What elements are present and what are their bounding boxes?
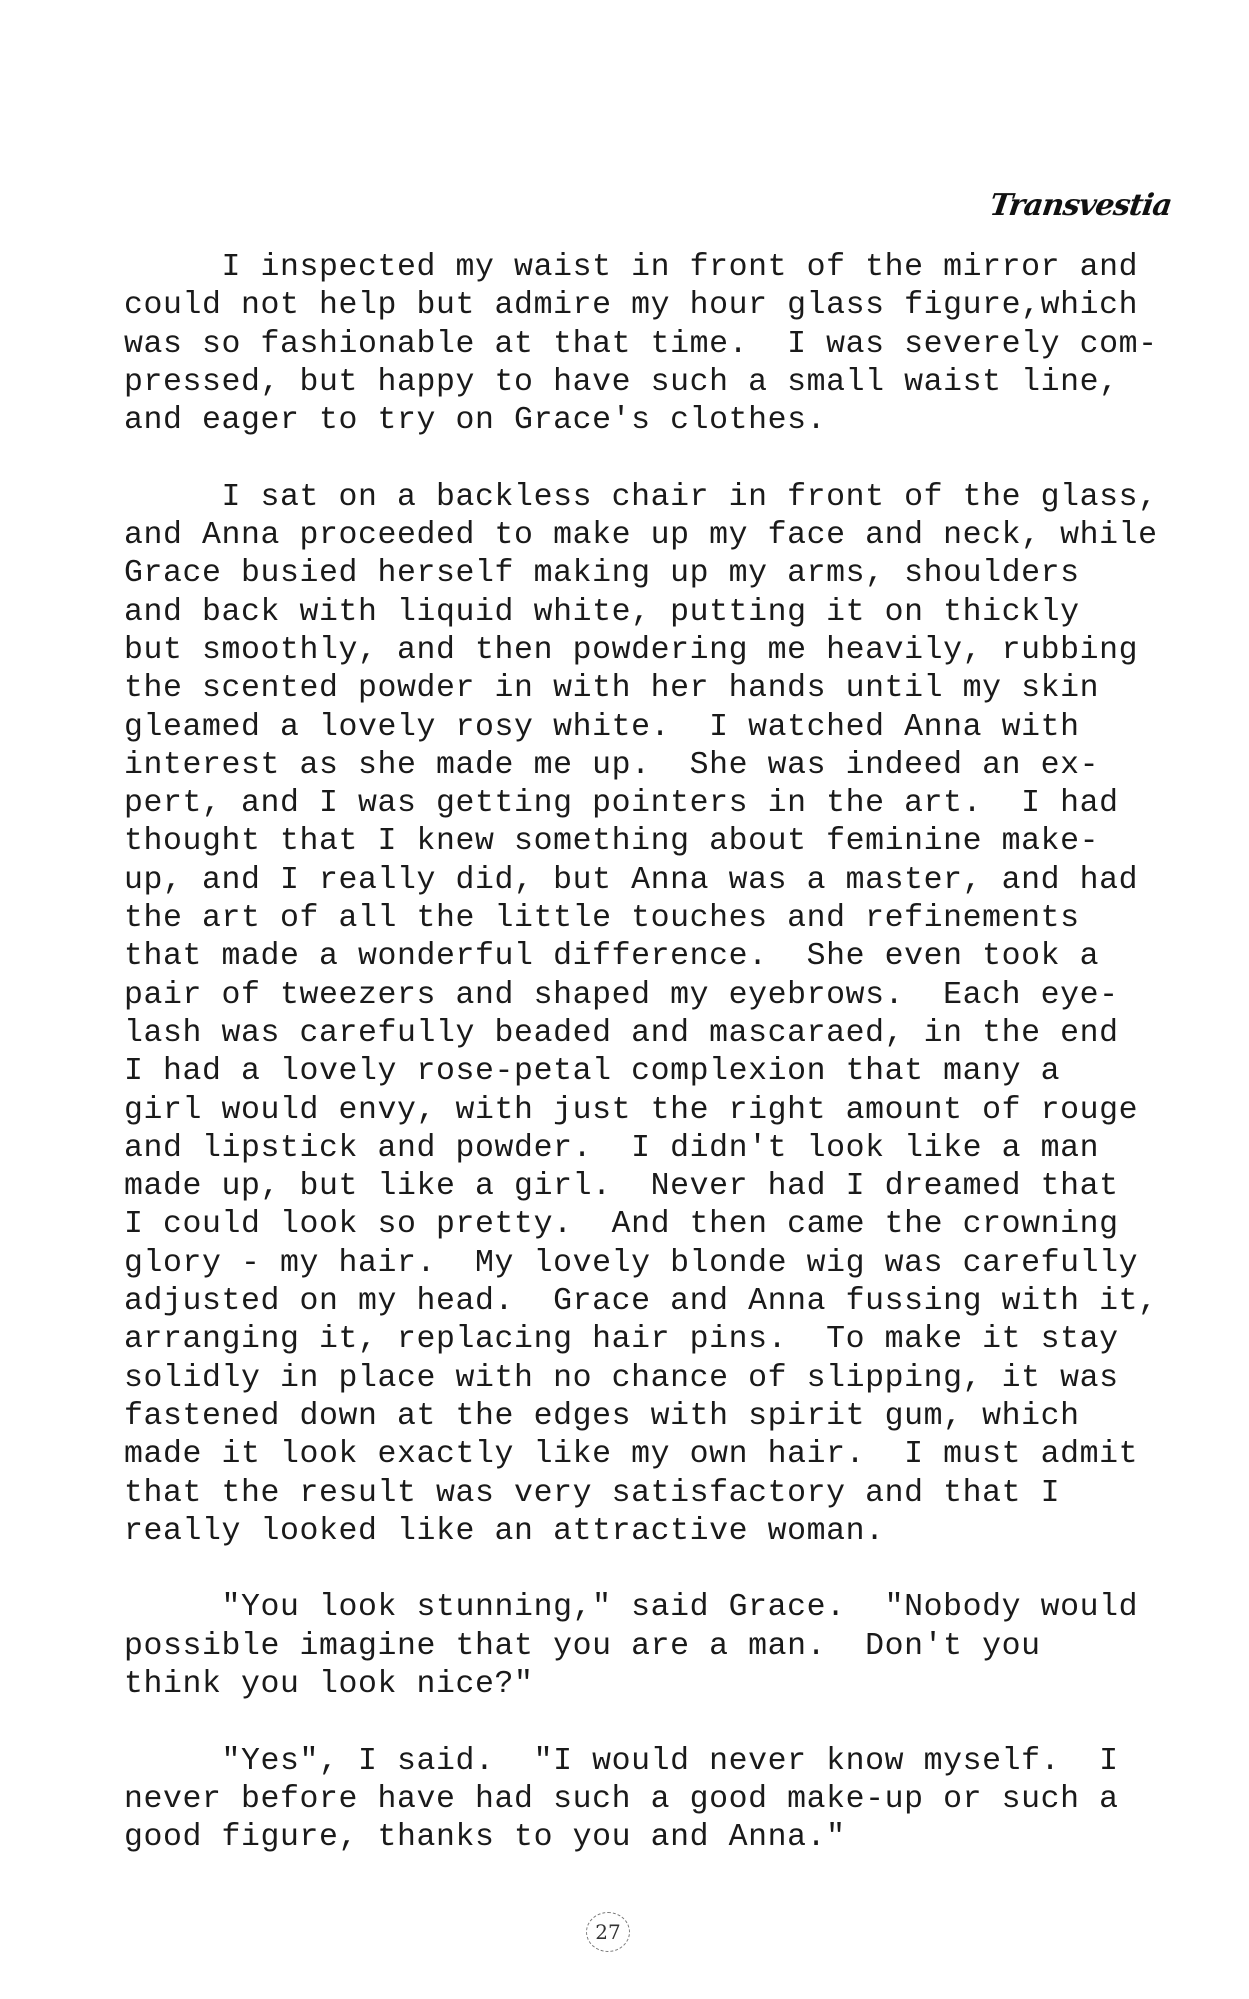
text-line: good figure, thanks to you and Anna.": [124, 1820, 846, 1856]
text-line: I could look so pretty. And then came the crowning: [124, 1207, 1119, 1243]
text-line: made it look exactly like my own hair. I must admit: [124, 1437, 1139, 1473]
text-line: girl would envy, with just the right amount of rouge: [124, 1092, 1139, 1128]
text-line: interest as she made me up. She was indeed an ex-: [124, 747, 1100, 783]
text-line: up, and I really did, but Anna was a master, and had: [124, 862, 1139, 898]
text-line: made up, but like a girl. Never had I dreamed that: [124, 1169, 1119, 1205]
text-line: could not help but admire my hour glass figure,which: [124, 288, 1139, 324]
paragraph: [124, 479, 1164, 1551]
paragraph: [124, 1589, 1164, 1704]
paragraph: [124, 249, 1164, 440]
text-line: pert, and I was getting pointers in the art. I had: [124, 786, 1119, 822]
text-line: really looked like an attractive woman.: [124, 1513, 885, 1549]
magazine-logo: Transvestia: [987, 188, 1174, 223]
text-line: glory - my hair. My lovely blonde wig was carefully: [124, 1245, 1139, 1281]
body-text: [124, 249, 1164, 1896]
page-number: 27: [586, 1912, 630, 1952]
text-line: that the result was very satisfactory and that I: [124, 1475, 1061, 1511]
text-line: possible imagine that you are a man. Don't you: [124, 1628, 1041, 1664]
text-line: "You look stunning," said Grace. "Nobody would: [124, 1590, 1139, 1626]
text-line: and back with liquid white, putting it on thickly: [124, 594, 1080, 630]
text-line: I sat on a backless chair in front of the glass,: [124, 479, 1158, 515]
text-line: adjusted on my head. Grace and Anna fussing with it,: [124, 1284, 1158, 1320]
text-line: and lipstick and powder. I didn't look like a man: [124, 1130, 1100, 1166]
text-line: "Yes", I said. "I would never know myself. I: [124, 1743, 1119, 1779]
text-line: thought that I knew something about feminine make-: [124, 824, 1100, 860]
text-line: pair of tweezers and shaped my eyebrows. Each eye-: [124, 977, 1119, 1013]
text-line: and Anna proceeded to make up my face and neck, while: [124, 518, 1158, 554]
text-line: I inspected my waist in front of the mirror and: [124, 250, 1139, 285]
text-line: arranging it, replacing hair pins. To make it stay: [124, 1322, 1119, 1358]
text-line: but smoothly, and then powdering me heavily, rubbing: [124, 632, 1139, 668]
text-line: solidly in place with no chance of slipping, it was: [124, 1360, 1119, 1396]
text-line: that made a wonderful difference. She even took a: [124, 939, 1100, 975]
paragraph: [124, 1743, 1164, 1858]
text-line: Grace busied herself making up my arms, shoulders: [124, 556, 1080, 592]
text-line: and eager to try on Grace's clothes.: [124, 403, 827, 439]
text-line: was so fashionable at that time. I was severely com-: [124, 326, 1158, 362]
text-line: lash was carefully beaded and mascaraed, in the end: [124, 1015, 1119, 1051]
text-line: I had a lovely rose-petal complexion that many a: [124, 1054, 1061, 1090]
text-line: the scented powder in with her hands until my skin: [124, 671, 1100, 707]
text-line: think you look nice?": [124, 1666, 534, 1702]
text-line: pressed, but happy to have such a small waist line,: [124, 364, 1119, 400]
text-line: fastened down at the edges with spirit gum, which: [124, 1398, 1080, 1434]
text-line: never before have had such a good make-up or such a: [124, 1781, 1119, 1817]
text-line: gleamed a lovely rosy white. I watched Anna with: [124, 709, 1080, 745]
text-line: the art of all the little touches and refinements: [124, 901, 1080, 937]
